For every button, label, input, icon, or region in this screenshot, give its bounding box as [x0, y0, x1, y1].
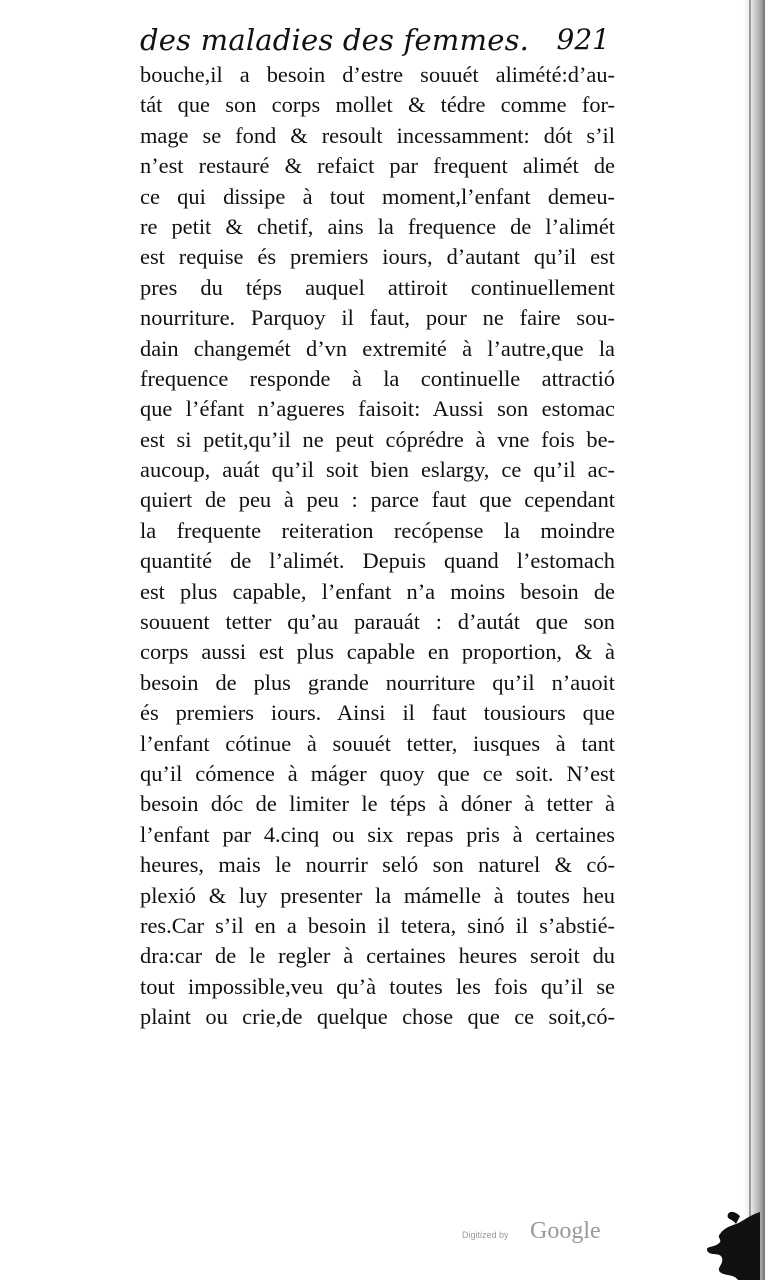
text-line: quiert de peu à peu : parce faut que cependant	[140, 487, 615, 513]
running-title: des maladies des femmes.	[140, 23, 530, 57]
ink-blot-decoration	[690, 1208, 760, 1280]
text-line: corps aussi est plus capable en proportion, & à	[140, 639, 615, 665]
text-line: est si petit,qu’il ne peut cóprédre à vne fois be-	[140, 426, 615, 452]
text-line: frequence responde à la continuelle attractió	[140, 365, 615, 391]
text-line: ce qui dissipe à tout moment,l’enfant demeu-	[140, 183, 615, 209]
text-line: besoin dóc de limiter le téps à dóner à tetter à	[140, 791, 615, 817]
text-line: tát que son corps mollet & tédre comme for-	[140, 92, 615, 118]
text-line: plexió & luy presenter la mámelle à toutes heu	[140, 882, 615, 908]
text-line: tout impossible,veu qu’à toutes les fois qu’il se	[140, 973, 615, 999]
text-line: pres du téps auquel attiroit continuellement	[140, 274, 615, 300]
text-line: heures, mais le nourrir seló son naturel & có-	[140, 852, 615, 878]
body-text	[140, 60, 615, 1033]
text-line: bouche,il a besoin d’estre souuét alimété:d’au-	[140, 62, 615, 87]
text-line: nourriture. Parquoy il faut, pour ne faire sou-	[140, 305, 615, 331]
text-line: souuent tetter qu’au parauát : d’autát que son	[140, 609, 615, 635]
google-logo-text: Google	[530, 1218, 601, 1244]
text-line: plaint ou crie,de quelque chose que ce soit,có-	[140, 1004, 615, 1030]
page-header	[140, 22, 610, 62]
digitization-watermark	[462, 1218, 642, 1252]
text-line: dain changemét d’vn extremité à l’autre,que la	[140, 335, 615, 361]
text-line: besoin de plus grande nourriture qu’il n’auoit	[140, 669, 615, 695]
text-line: mage se fond & resoult incessamment: dót s’il	[140, 122, 615, 148]
text-line: re petit & chetif, ains la frequence de l’alimét	[140, 213, 615, 239]
page-number: 921	[556, 23, 610, 56]
digitized-by-label: Digitized by	[462, 1230, 509, 1240]
text-line: l’enfant par 4.cinq ou six repas pris à certaines	[140, 821, 615, 847]
text-line: la frequente reiteration recópense la moindre	[140, 517, 615, 543]
text-line: aucoup, auát qu’il soit bien eslargy, ce qu’il ac-	[140, 457, 615, 483]
text-line: est requise és premiers iours, d’autant qu’il est	[140, 244, 615, 270]
text-line: quantité de l’alimét. Depuis quand l’estomach	[140, 548, 615, 574]
text-line: dra:car de le regler à certaines heures seroit du	[140, 943, 615, 969]
page-binding-line	[749, 0, 751, 1280]
text-line: est plus capable, l’enfant n’a moins besoin de	[140, 578, 615, 604]
text-line: és premiers iours. Ainsi il faut tousiours que	[140, 700, 615, 726]
text-line: qu’il cómence à máger quoy que ce soit. N’est	[140, 760, 615, 786]
page-gutter-shadow	[743, 0, 765, 1280]
text-line: l’enfant cótinue à souuét tetter, iusques à tant	[140, 730, 615, 756]
text-line: n’est restauré & refaict par frequent alimét de	[140, 153, 615, 179]
text-line: que l’éfant n’agueres faisoit: Aussi son estomac	[140, 396, 615, 422]
text-line: res.Car s’il en a besoin il tetera, sinó il s’abstié-	[140, 912, 615, 938]
